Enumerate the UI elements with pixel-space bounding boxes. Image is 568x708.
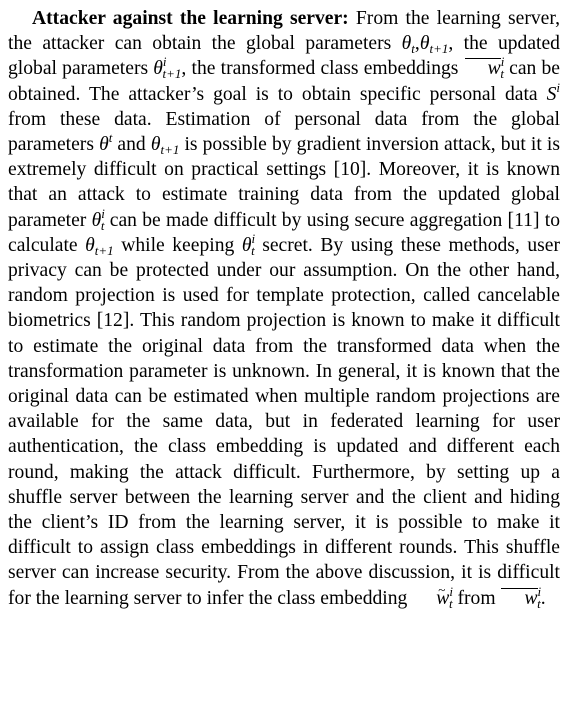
text-segment: secret. By using these methods, user privacy can be protected under our assumption. On the other hand, random projection is used for template protection, called cancelable biometrics [12]. This random projection is known to make it difficult to estimate the original data from the transformed data when the transformation parameter is unknown. In general, it is known that the original data can be estimated when multiple random projections are available for the same data, but in federated learning for user authentication, the class embedding is updated and different each round, making the attack difficult. Furthermore, by setting up a shuffle server between the learning server and the client and hiding the client’s ID from the learning server, it is possible to make it difficult to assign class embeddings in different rounds. This shuffle server can increase security. From the above discussion, it is difficult for the learning server to infer the class embedding: [8, 234, 560, 609]
paper-page: [8, 6, 560, 611]
math-theta-t-plus-1: $\theta_{t+1}$: [85, 234, 114, 258]
math-theta-t: $\theta_t$: [401, 33, 415, 57]
text-segment: while keeping: [113, 234, 242, 256]
text-segment: from: [452, 587, 501, 609]
text-segment: .: [540, 587, 546, 609]
math-theta-i-t: $\theta^i_t$: [241, 230, 256, 258]
text-segment: , the updated global parameters: [8, 33, 560, 80]
math-theta-sup-t: $\theta^t$: [99, 130, 113, 156]
paragraph-heading: Attacker against the learning server:: [32, 8, 349, 29]
text-segment: and: [112, 134, 151, 156]
math-w-bar-i-t: $w^i_t$: [500, 588, 540, 609]
text-segment: from these data. Estimation of personal data from the global parameters: [8, 108, 560, 156]
text-segment: can be obtained. The attacker’s goal is to obtain specific personal data: [8, 58, 560, 105]
math-S-i: $S^i$: [546, 79, 560, 105]
math-theta-i-t: $\theta^i_t$: [91, 205, 105, 233]
text-segment: From the learning server, the attacker can obtain the global parameters: [8, 8, 560, 55]
math-theta-t-plus-1: $\theta_{t+1}$: [150, 134, 180, 158]
math-w-bar-i-t: $w^i_t$: [464, 58, 504, 79]
math-comma: ,: [414, 33, 420, 55]
text-segment: , the transformed class embeddings: [181, 58, 464, 80]
text-segment: can be made difficult by using secure aggregation [11] to calculate: [8, 209, 560, 256]
text-segment: is possible by gradient inversion attack, but it is extremely difficult on practical settings [10]. Moreover, it is known that an attack to estimate training data from the updated global parameter: [8, 134, 561, 231]
paragraph: [8, 6, 560, 611]
math-w-tilde-i-t: ~ $w^i_t$: [412, 588, 452, 609]
math-theta-i-t-plus-1: $\theta^i_{t+1}$: [153, 54, 182, 82]
math-theta-t-plus-1: $\theta_{t+1}$: [419, 33, 449, 57]
